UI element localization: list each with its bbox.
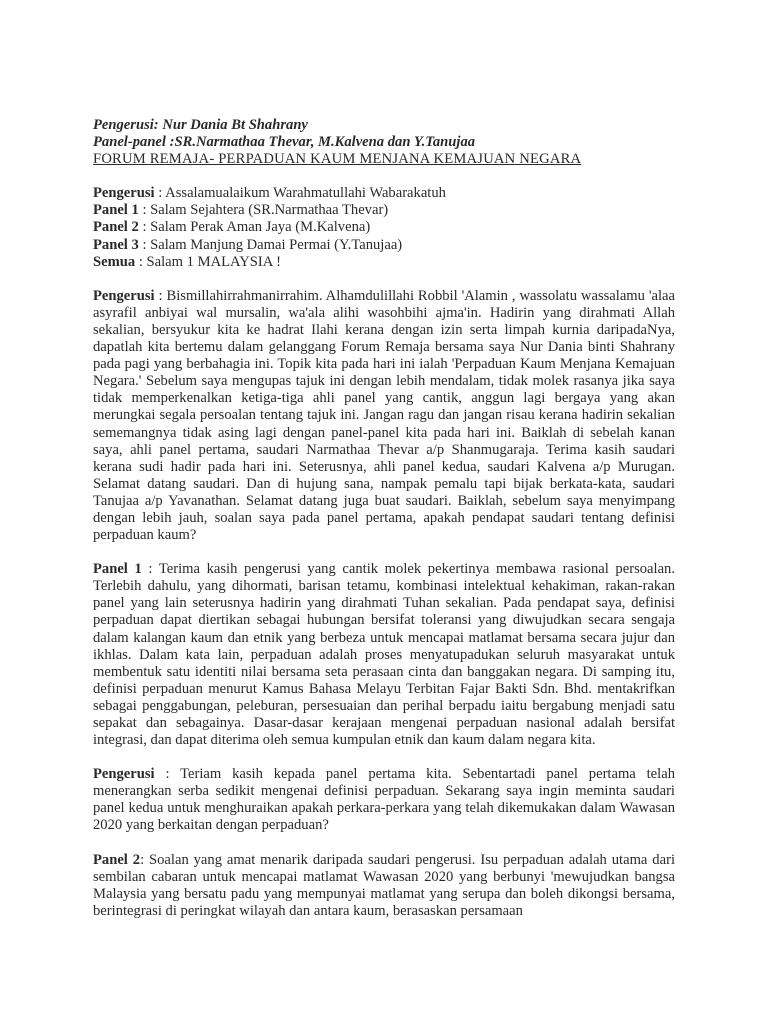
paragraph-panel-1 [93,561,675,749]
greeting-line [93,185,675,202]
speaker-label: Pengerusi [93,287,155,304]
spacer [93,271,675,288]
panels-heading: Panel-panel :SR.Narmathaa Thevar, M.Kalvena dan Y.Tanujaa [93,134,476,151]
greetings-block [93,185,675,270]
paragraph-text [93,852,675,920]
paragraph-body: : Bismillahirrahmanirrahim. Alhamdulillahi Robbil 'Alamin , wassolatu wassalamu 'alaa asyrafil anbiyai wal mursalin, wa'ala alihi wasohbihi ajma'in. Hadirin yang dirahmati Allah sekalian, bersyukur kita ke hadrat Ilahi kerana dengan izin serta limpah kurnia daripadaNya, dapatlah kita bertemu dalam gelanggang Forum Remaja bersama saya Nur Dania binti Shahrany pada pagi yang berbahagia ini. Topik kita pada hari ini ialah 'Perpaduan Kaum Menjana Kemajuan Negara.' Sebelum saya mengupas tajuk ini dengan lebih mendalam, tidak molek rasanya jika saya tidak memperkenalkan ketiga-tiga ahli panel yang cantik, anggun lagi bergaya yang akan merungkai segala persoalan tentang tajuk ini. Jangan ragu dan jangan risau kerana hadirin sekalian sememangnya tidak asing lagi dengan panel-panel kita pada hari ini. Baiklah di sebelah kanan saya, ahli panel pertama, saudari Narmathaa Thevar a/p Shanmugaraja. Terima kasih saudari kerana sudi hadir pada hari ini. Seterusnya, ahli panel kedua, saudari Kalvena a/p Murugan. Selamat datang saudari. Dan di hujung sana, nampak pemalu tapi bijak berkata-kata, saudari Tanujaa a/p Yavanathan. Selamat datang juga buat saudari. Baiklah, sebelum saya menyimpang dengan lebih jauh, soalan saya pada panel pertama, apakah pendapat saudari tentang definisi perpaduan kaum? [93,287,675,544]
speaker-label: Panel 3 [93,236,139,253]
forum-title: FORUM REMAJA- PERPADUAN KAUM MENJANA KEMAJUAN NEGARA [93,151,582,168]
paragraph-body: : Teriam kasih kepada panel pertama kita. Sebentartadi panel pertama telah menerangkan serba sedikit mengenai definisi perpaduan. Sekarang saya ingin meminta saudari panel kedua untuk menghuraikan apakah perkara-perkara yang telah dikemukakan dalam Wawasan 2020 yang berkaitan dengan perpaduan? [93,766,675,834]
greeting-text: : Assalamualaikum Warahmatullahi Wabarakatuh [154,185,446,202]
speaker-label: Panel 2 [93,851,141,868]
speaker-label: Panel 1 [93,202,139,219]
speaker-label: Semua [93,253,136,270]
greeting-text: : Salam 1 MALAYSIA ! [135,253,281,270]
greeting-line [93,254,675,271]
greeting-text: : Salam Manjung Damai Permai (Y.Tanujaa) [138,236,403,253]
greeting-line [93,219,675,236]
speaker-label: Panel 1 [93,561,142,578]
speaker-label: Panel 2 [93,219,139,236]
paragraph-body: : Soalan yang amat menarik daripada saudari pengerusi. Isu perpaduan adalah utama dari sembilan cabaran untuk mencapai matlamat Wawasan 2020 yang berbunyi 'mewujudkan bangsa Malaysia yang bersatu padu yang mempunyai matlamat yang serupa dan boleh dikongsi bersama, berintegrasi di peringkat wilayah dan antara kaum, berasaskan persamaan [93,851,675,919]
speaker-label: Pengerusi [93,185,155,202]
paragraph-chair-intro [93,288,675,544]
spacer [93,168,675,185]
paragraph-text [93,766,675,834]
speaker-label: Pengerusi [93,766,155,783]
paragraph-body: : Terima kasih pengerusi yang cantik molek pekertinya membawa rasional persoalan. Terlebih dahulu, yang dihormati, barisan tetamu, kombinasi intelektual kehakiman, rakan-rakan panel yang lain seterusnya hadirin yang dirahmati Tuhan sekalian. Pada pendapat saya, definisi perpaduan dapat diertikan sebagai hubungan bersifat toleransi yang diwujudkan secara sengaja dalam kalangan kaum dan etnik yang berbeza untuk mencapai matlamat bersama secara jujur dan ikhlas. Dalam kata lain, perpaduan adalah proses menyatupadukan seluruh masyarakat untuk membentuk satu identiti nilai bersama seta perasaan cinta dan banggakan negara. Di samping itu, definisi perpaduan menurut Kamus Bahasa Melayu Terbitan Fajar Bakti Sdn. Bhd. mentakrifkan sebagai penggabungan, peleburan, persesuaian dan perihal berpadu iaitu bergabung menjadi satu sepakat dan sebagainya. Dasar-dasar kerajaan mengenai perpaduan nasional adalah bersifat integrasi, dan dapat diterima oleh semua kumpulan etnik dan kaum dalam negara kita. [93,561,676,749]
paragraph-chair-question [93,766,675,834]
greeting-text: : Salam Sejahtera (SR.Narmathaa Thevar) [138,202,389,219]
greeting-line [93,202,675,219]
greeting-text: : Salam Perak Aman Jaya (M.Kalvena) [138,219,371,236]
paragraph-text [93,288,675,544]
document-page [93,117,675,937]
chair-heading: Pengerusi: Nur Dania Bt Shahrany [93,117,308,133]
paragraph-text [93,561,675,749]
paragraph-panel-2 [93,852,675,920]
greeting-line [93,237,675,254]
